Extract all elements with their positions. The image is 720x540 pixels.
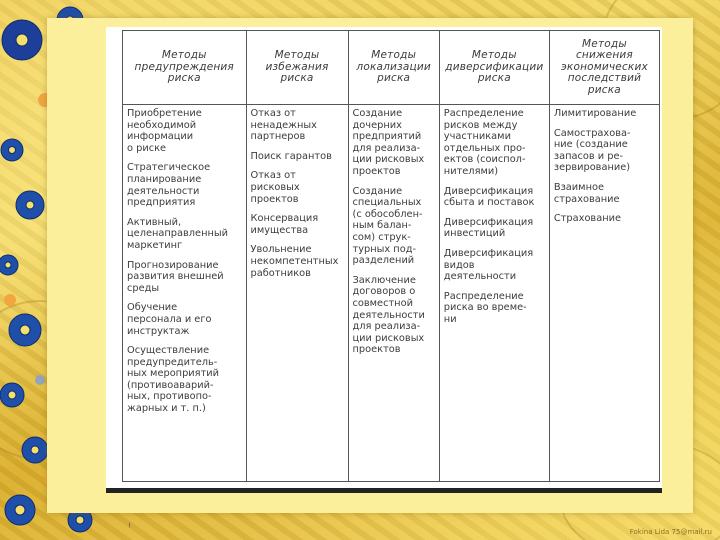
table-header-row: [123, 31, 660, 105]
list-item: Самострахова- ние (создание запасов и ре- зервирование): [553, 127, 631, 174]
risk-methods-table: [122, 30, 660, 482]
list-item: Создание специальных (с обособлен- ным балан- сом) струк- турных под- разделений: [352, 185, 423, 267]
list-item: Активный, целенаправленный маркетинг: [127, 216, 228, 251]
list-item: Страхование: [553, 213, 622, 225]
list-item: Взаимное страхование: [553, 181, 620, 205]
header-consequence-reduction: [549, 31, 659, 105]
watermark: Fokina Lida 75@mail.ru: [629, 528, 712, 536]
table-row: [123, 105, 660, 482]
list-item: Консервация имущества: [250, 213, 319, 236]
column-avoidance: [246, 105, 348, 482]
header-label: Методы локализации риска: [356, 49, 431, 85]
header-localization: [348, 31, 439, 105]
list-item: Стратегическое планирование деятельности предприятия: [127, 162, 211, 209]
column-consequence-reduction: [549, 105, 659, 482]
list-item: Прогнозирование развития внешней среды: [127, 259, 224, 294]
list-item: Распределение рисков между участниками отдельных про- ектов (соиспол- нителями): [443, 108, 526, 177]
list-item: Поиск гарантов: [250, 150, 332, 162]
list-item: Отказ от ненадежных партнеров: [250, 108, 317, 143]
list-item: Диверсификация сбыта и поставок: [443, 185, 535, 209]
list-item: Распределение риска во време- ни: [443, 290, 527, 325]
list-item: Обучение персонала и его инструктаж: [127, 302, 212, 337]
header-diversification: [439, 31, 549, 105]
header-prevention: [123, 31, 247, 105]
column-diversification: [439, 105, 549, 482]
list-item: Увольнение некомпетентных работников: [250, 244, 339, 279]
list-item: Осуществление предупредитель- ных мероприятий (противоаварий- ных, противопо- жарных и т. п.): [127, 345, 220, 415]
list-item: Создание дочерних предприятий для реализа- ции рисковых проектов: [352, 108, 425, 177]
column-localization: [348, 105, 439, 482]
column-prevention: [123, 105, 247, 482]
list-item: Лимитирование: [553, 108, 637, 119]
divider: [106, 488, 662, 493]
header-label: Методы диверсификации риска: [445, 49, 544, 85]
list-item: Диверсификация инвестиций: [443, 216, 534, 240]
header-avoidance: [246, 31, 348, 105]
header-label: Методы снижения экономических последствий риска: [560, 37, 648, 96]
list-item: Приобретение необходимой информации о риске: [127, 108, 202, 154]
header-label: Методы избежания риска: [265, 49, 329, 85]
list-item: Отказ от рисковых проектов: [250, 170, 300, 205]
list-item: Диверсификация видов деятельности: [443, 247, 534, 283]
list-item: Заключение договоров о совместной деятельности для реализа- ции рисковых проектов: [352, 274, 425, 356]
header-label: Методы предупреждения риска: [134, 49, 234, 85]
